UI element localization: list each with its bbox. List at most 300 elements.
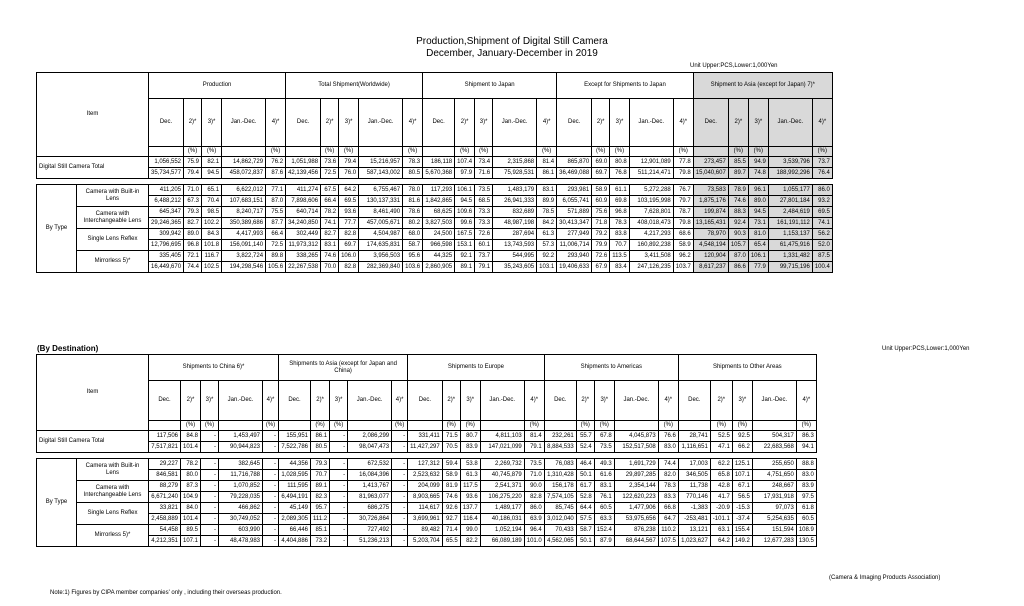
data-cell: 89.7 [728, 168, 748, 179]
data-cell: 81.6 [403, 196, 423, 207]
data-cell: 87.9 [594, 536, 614, 547]
pct-label: (%) [184, 147, 202, 157]
group-header: Shipments to Other Areas [678, 355, 816, 381]
data-cell: 13,165,431 [693, 218, 728, 229]
data-cell: 466,862 [219, 503, 263, 514]
data-cell: 161,191,112 [768, 218, 812, 229]
data-cell: 832,689 [493, 207, 537, 218]
blank-cell [480, 421, 524, 431]
data-cell: 66.2 [732, 442, 752, 453]
data-cell: 83.1 [321, 240, 339, 251]
data-cell: 89.9 [537, 196, 557, 207]
pct-label: (%) [576, 421, 594, 431]
data-cell: 8,617,237 [693, 262, 728, 273]
column-header-p2: 2)* [321, 99, 339, 147]
blank-cell [423, 147, 455, 157]
data-cell: 92.4 [728, 218, 748, 229]
data-cell: 7,517,821 [149, 442, 181, 453]
data-cell: 11,973,312 [286, 240, 321, 251]
data-cell: 83.3 [658, 492, 678, 503]
data-cell: 2,523,632 [408, 470, 443, 481]
data-cell: 63.9 [524, 514, 544, 525]
data-cell: 640,714 [286, 207, 321, 218]
blank-cell [678, 421, 710, 431]
pct-label: (%) [673, 147, 693, 157]
data-cell: 15,040,607 [693, 168, 728, 179]
data-cell: 70.7 [610, 240, 630, 251]
data-cell: 56.5 [732, 492, 752, 503]
data-cell: 73.6 [321, 157, 339, 168]
type-label: Mirrorless 5)* [77, 251, 149, 273]
data-cell: 107,683,151 [222, 196, 266, 207]
data-cell: 106,275,220 [480, 492, 524, 503]
data-cell: 82.7 [184, 218, 202, 229]
data-cell: 71.8 [592, 218, 610, 229]
data-cell: 293,981 [557, 185, 592, 196]
data-cell: 98.5 [202, 207, 222, 218]
column-header-jan: Jan.-Dec. [348, 381, 392, 421]
column-header-dec: Dec. [678, 381, 710, 421]
data-cell: 1,070,852 [219, 481, 263, 492]
data-cell: 92.7 [442, 514, 460, 525]
data-cell: 2,860,905 [423, 262, 455, 273]
data-cell: 331,411 [408, 431, 443, 442]
pct-label: (%) [330, 421, 348, 431]
data-cell: 76.2 [266, 157, 286, 168]
data-cell: 79.8 [673, 168, 693, 179]
column-header-p3: 3)* [330, 381, 348, 421]
data-cell: 51,236,213 [348, 536, 392, 547]
data-cell: 97.5 [796, 492, 816, 503]
data-cell: 12,677,283 [752, 536, 796, 547]
data-cell: 62.2 [710, 459, 732, 470]
data-cell: 92.1 [455, 251, 475, 262]
pct-label: (%) [592, 147, 610, 157]
data-cell: 104.9 [181, 492, 201, 503]
data-cell: 122,620,223 [614, 492, 658, 503]
data-cell: 87.7 [266, 218, 286, 229]
data-cell: 74.6 [728, 196, 748, 207]
data-cell: 117.5 [460, 481, 480, 492]
item-header: Item [37, 73, 149, 157]
data-cell: 1,875,176 [693, 196, 728, 207]
column-header-dec: Dec. [149, 99, 184, 147]
column-header-p4: 4)* [658, 381, 678, 421]
data-cell: 83.1 [594, 481, 614, 492]
data-cell: 76,083 [544, 459, 576, 470]
data-cell: 40,745,879 [480, 470, 524, 481]
data-cell: 232,261 [544, 431, 576, 442]
column-header-jan: Jan.-Dec. [222, 99, 266, 147]
data-cell: - [330, 459, 348, 470]
data-cell: 80.2 [403, 218, 423, 229]
data-cell: 603,990 [219, 525, 263, 536]
data-cell: 41.7 [710, 492, 732, 503]
data-cell: 73.5 [475, 185, 493, 196]
data-cell: 81.4 [524, 431, 544, 442]
type-label: Camera with Interchangeable Lens [77, 481, 149, 503]
data-cell: 78.3 [610, 218, 630, 229]
data-cell: 67.5 [321, 185, 339, 196]
data-cell: 35,243,605 [493, 262, 537, 273]
type-label: Camera with Built-in Lens [77, 459, 149, 481]
column-header-p2: 2)* [184, 99, 202, 147]
column-header-jan: Jan.-Dec. [614, 381, 658, 421]
data-cell: 69.7 [592, 168, 610, 179]
column-header-jan: Jan.-Dec. [493, 99, 537, 147]
data-cell: -1,383 [678, 503, 710, 514]
data-cell: 47.1 [710, 442, 732, 453]
data-cell: 382,645 [219, 459, 263, 470]
group-header: Shipments to Asia (except for Japan and China) [279, 355, 408, 381]
data-cell: - [330, 470, 348, 481]
data-cell: 78.9 [728, 185, 748, 196]
pct-label: (%) [658, 421, 678, 431]
data-cell: 68,625 [423, 207, 455, 218]
data-cell: 1,310,428 [544, 470, 576, 481]
data-cell: 645,347 [149, 207, 184, 218]
data-cell: 30,726,864 [348, 514, 392, 525]
data-cell: 74.6 [442, 492, 460, 503]
column-header-jan: Jan.-Dec. [219, 381, 263, 421]
data-cell: 83.9 [796, 481, 816, 492]
data-cell: -37.4 [732, 514, 752, 525]
data-cell: 75.5 [266, 207, 286, 218]
blank-cell [768, 147, 812, 157]
data-cell: 69.7 [339, 240, 359, 251]
data-cell: 727,492 [348, 525, 392, 536]
data-cell: 96.1 [748, 185, 768, 196]
data-cell: 106.1 [748, 251, 768, 262]
data-cell: 60.5 [796, 514, 816, 525]
data-cell: 11,738 [678, 481, 710, 492]
data-cell: 74.4 [184, 262, 202, 273]
data-cell: 27,801,184 [768, 196, 812, 207]
data-cell: 79.3 [311, 459, 330, 470]
data-cell: 60.1 [475, 240, 493, 251]
data-cell: 61.6 [594, 470, 614, 481]
data-cell: 81.9 [442, 481, 460, 492]
data-cell: 16,084,396 [348, 470, 392, 481]
data-cell: 73.5 [524, 459, 544, 470]
data-cell: 66.8 [658, 503, 678, 514]
pct-label: (%) [442, 421, 460, 431]
data-cell: 75.9 [184, 157, 202, 168]
data-cell: 8,884,533 [544, 442, 576, 453]
blank-cell [348, 421, 392, 431]
data-cell: 84.0 [181, 503, 201, 514]
data-cell: 92.5 [732, 431, 752, 442]
data-cell: 1,028,595 [279, 470, 311, 481]
pct-label: (%) [266, 147, 286, 157]
data-cell: 1,023,627 [678, 536, 710, 547]
data-cell: 52.5 [710, 431, 732, 442]
column-header-p4: 4)* [812, 99, 832, 147]
data-cell: 4,504,987 [359, 229, 403, 240]
data-cell: - [201, 481, 219, 492]
data-cell: 78.5 [537, 207, 557, 218]
data-cell: 93.2 [812, 196, 832, 207]
data-cell: 63.3 [594, 514, 614, 525]
data-cell: 76.6 [658, 431, 678, 442]
data-cell: 78.7 [673, 207, 693, 218]
blank-cell [219, 421, 263, 431]
data-cell: 87.3 [181, 481, 201, 492]
data-cell: 411,274 [286, 185, 321, 196]
data-cell: 87.5 [812, 251, 832, 262]
data-cell: 61,475,916 [768, 240, 812, 251]
data-cell: 76.7 [673, 185, 693, 196]
data-cell: 130,137,331 [359, 196, 403, 207]
data-cell: 89.0 [748, 196, 768, 207]
data-cell: 1,055,177 [768, 185, 812, 196]
data-cell: 97.9 [455, 168, 475, 179]
data-cell: - [263, 525, 279, 536]
data-cell: -20.9 [710, 503, 732, 514]
blank-cell [279, 421, 311, 431]
data-cell: 152,517,508 [614, 442, 658, 453]
data-cell: 44,356 [279, 459, 311, 470]
data-cell: 13,743,593 [493, 240, 537, 251]
data-cell: 79.9 [592, 240, 610, 251]
data-cell: - [330, 536, 348, 547]
unit-note-top: Unit Upper:PCS,Lower:1,000Yen [690, 63, 778, 69]
blank-cell [693, 147, 728, 157]
data-cell: 174,635,831 [359, 240, 403, 251]
data-cell: - [201, 492, 219, 503]
data-cell: 99.0 [460, 525, 480, 536]
data-cell: 1,489,177 [480, 503, 524, 514]
data-cell: 64.4 [576, 503, 594, 514]
data-cell: 117,293 [423, 185, 455, 196]
pct-label: (%) [812, 147, 832, 157]
data-cell: 87.0 [728, 251, 748, 262]
data-cell: 2,458,889 [149, 514, 181, 525]
data-cell: 99,715,196 [768, 262, 812, 273]
data-cell: 89.8 [266, 251, 286, 262]
data-cell: 137.7 [460, 503, 480, 514]
blank-cell [286, 147, 321, 157]
data-cell: 93.6 [460, 492, 480, 503]
data-cell: 85.1 [311, 525, 330, 536]
report-title: Production,Shipment of Digital Still Camera [416, 36, 608, 47]
column-header-p4: 4)* [263, 381, 279, 421]
data-cell: 68,644,567 [614, 536, 658, 547]
data-cell: 1,453,497 [219, 431, 263, 442]
data-cell: - [201, 431, 219, 442]
data-cell: 29,246,365 [149, 218, 184, 229]
data-cell: 61.3 [537, 229, 557, 240]
data-cell: 152.4 [594, 525, 614, 536]
data-cell: 117,506 [149, 431, 181, 442]
data-cell: 80.8 [610, 157, 630, 168]
column-header-jan: Jan.-Dec. [359, 99, 403, 147]
data-cell: 58.7 [576, 525, 594, 536]
data-cell: 2,315,868 [493, 157, 537, 168]
data-cell: 186,118 [423, 157, 455, 168]
data-cell: 3,012,040 [544, 514, 576, 525]
data-cell: 120,904 [693, 251, 728, 262]
data-cell: 1,052,194 [480, 525, 524, 536]
data-cell: 69.0 [592, 157, 610, 168]
data-cell: 99.6 [455, 218, 475, 229]
column-header-p3: 3)* [610, 99, 630, 147]
type-label: Single Lens Reflex [77, 503, 149, 525]
data-cell: 50.1 [576, 470, 594, 481]
data-cell: -101.1 [710, 514, 732, 525]
data-cell: 309,942 [149, 229, 184, 240]
data-cell: 6,488,212 [149, 196, 184, 207]
data-cell: 61.1 [610, 185, 630, 196]
data-cell: 80.0 [181, 470, 201, 481]
column-header-dec: Dec. [544, 381, 576, 421]
data-cell: 1,116,651 [678, 442, 710, 453]
column-header-dec: Dec. [693, 99, 728, 147]
data-cell: 85.5 [728, 157, 748, 168]
column-header-p4: 4)* [673, 99, 693, 147]
data-cell: - [392, 492, 408, 503]
data-cell: 52.4 [576, 442, 594, 453]
column-header-p4: 4)* [537, 99, 557, 147]
data-cell: 71.5 [442, 431, 460, 442]
data-cell: 4,404,886 [279, 536, 311, 547]
blank-cell [149, 421, 181, 431]
data-cell: 83.0 [796, 470, 816, 481]
data-cell: 81.4 [537, 157, 557, 168]
data-cell: 16,449,670 [149, 262, 184, 273]
data-cell: 95.7 [311, 503, 330, 514]
data-cell: 111.2 [311, 514, 330, 525]
data-cell: 204,099 [408, 481, 443, 492]
data-cell: 73.2 [311, 536, 330, 547]
data-cell: 571,889 [557, 207, 592, 218]
data-cell: 194,298,546 [222, 262, 266, 273]
data-cell: 6,494,191 [279, 492, 311, 503]
data-cell: 30,749,052 [219, 514, 263, 525]
data-cell: 287,694 [493, 229, 537, 240]
data-cell: 72.6 [475, 229, 493, 240]
data-cell: 74.1 [321, 218, 339, 229]
data-cell: - [263, 514, 279, 525]
total-row-label: Digital Still Camera Total [37, 157, 149, 179]
pct-label: (%) [460, 421, 480, 431]
type-label: Mirrorless 5)* [77, 525, 149, 547]
data-cell: - [392, 525, 408, 536]
data-cell: 293,940 [557, 251, 592, 262]
data-cell: 73.4 [475, 157, 493, 168]
data-cell: 22,683,568 [752, 442, 796, 453]
type-label: Camera with Built-in Lens [77, 185, 149, 207]
data-cell: 72.5 [266, 240, 286, 251]
credit: (Camera & Imaging Products Association) [829, 575, 941, 581]
data-cell: 79.7 [673, 196, 693, 207]
data-cell: 79.4 [184, 168, 202, 179]
report-subtitle: December, January-December in 2019 [426, 48, 598, 59]
data-cell: 45,149 [279, 503, 311, 514]
data-cell: 4,811,103 [480, 431, 524, 442]
data-cell: - [392, 431, 408, 442]
data-cell: 78,970 [693, 229, 728, 240]
data-cell: 66.4 [266, 229, 286, 240]
group-header: Except for Shipments to Japan [557, 73, 694, 99]
destination-table [36, 354, 817, 547]
data-cell: 67.3 [184, 196, 202, 207]
data-cell: 3,699,961 [408, 514, 443, 525]
data-cell: 75,928,531 [493, 168, 537, 179]
column-header-p4: 4)* [403, 99, 423, 147]
data-cell: 72.6 [592, 251, 610, 262]
data-cell: 94.9 [748, 157, 768, 168]
data-cell: - [392, 514, 408, 525]
data-cell: - [201, 442, 219, 453]
data-cell: 199,874 [693, 207, 728, 218]
data-cell: 85,745 [544, 503, 576, 514]
data-cell: 102.5 [202, 262, 222, 273]
data-cell: 80.5 [403, 168, 423, 179]
data-cell: 86.0 [524, 503, 544, 514]
column-header-p2: 2)* [592, 99, 610, 147]
group-header: Production [149, 73, 286, 99]
column-header-p3: 3)* [475, 99, 493, 147]
data-cell: 73.7 [475, 251, 493, 262]
data-cell: 255,650 [752, 459, 796, 470]
pct-label: (%) [748, 147, 768, 157]
data-cell: 7,522,786 [279, 442, 311, 453]
pct-label: (%) [594, 421, 614, 431]
data-cell: 156,178 [544, 481, 576, 492]
data-cell: 6,055,741 [557, 196, 592, 207]
data-cell: 66.4 [321, 196, 339, 207]
column-header-p2: 2)* [442, 381, 460, 421]
data-cell: 167.5 [455, 229, 475, 240]
data-cell: 68.6 [673, 229, 693, 240]
data-cell: 58.9 [442, 470, 460, 481]
data-cell: 96.8 [184, 240, 202, 251]
data-cell: 101.0 [524, 536, 544, 547]
data-cell: 56.2 [812, 229, 832, 240]
data-cell: 64.2 [339, 185, 359, 196]
data-cell: 77.7 [339, 218, 359, 229]
data-cell: 87.0 [266, 196, 286, 207]
column-header-dec: Dec. [279, 381, 311, 421]
data-cell: 155,951 [279, 431, 311, 442]
data-cell: 70.5 [442, 442, 460, 453]
blank-cell [359, 147, 403, 157]
data-cell: 95.6 [403, 251, 423, 262]
data-cell: 49.3 [594, 459, 614, 470]
data-cell: 68.5 [475, 196, 493, 207]
data-cell: 96.8 [610, 207, 630, 218]
data-cell: 80.7 [460, 431, 480, 442]
data-cell: 78.6 [403, 207, 423, 218]
pct-label: (%) [263, 421, 279, 431]
group-header: Shipments to China 6)* [149, 355, 279, 381]
data-cell: 75.6 [592, 207, 610, 218]
column-header-p3: 3)* [201, 381, 219, 421]
data-cell: 14,862,729 [222, 157, 266, 168]
data-cell: 61.3 [460, 470, 480, 481]
data-cell: 346,505 [678, 470, 710, 481]
data-cell: 544,995 [493, 251, 537, 262]
data-cell: 65.5 [442, 536, 460, 547]
data-cell: 72.5 [321, 168, 339, 179]
data-cell: 82.7 [321, 229, 339, 240]
data-cell: 160,892,238 [629, 240, 673, 251]
by-destination-heading: (By Destination) [37, 344, 99, 353]
data-cell: 11,716,788 [219, 470, 263, 481]
pct-label: (%) [537, 147, 557, 157]
data-cell: 73.1 [748, 218, 768, 229]
